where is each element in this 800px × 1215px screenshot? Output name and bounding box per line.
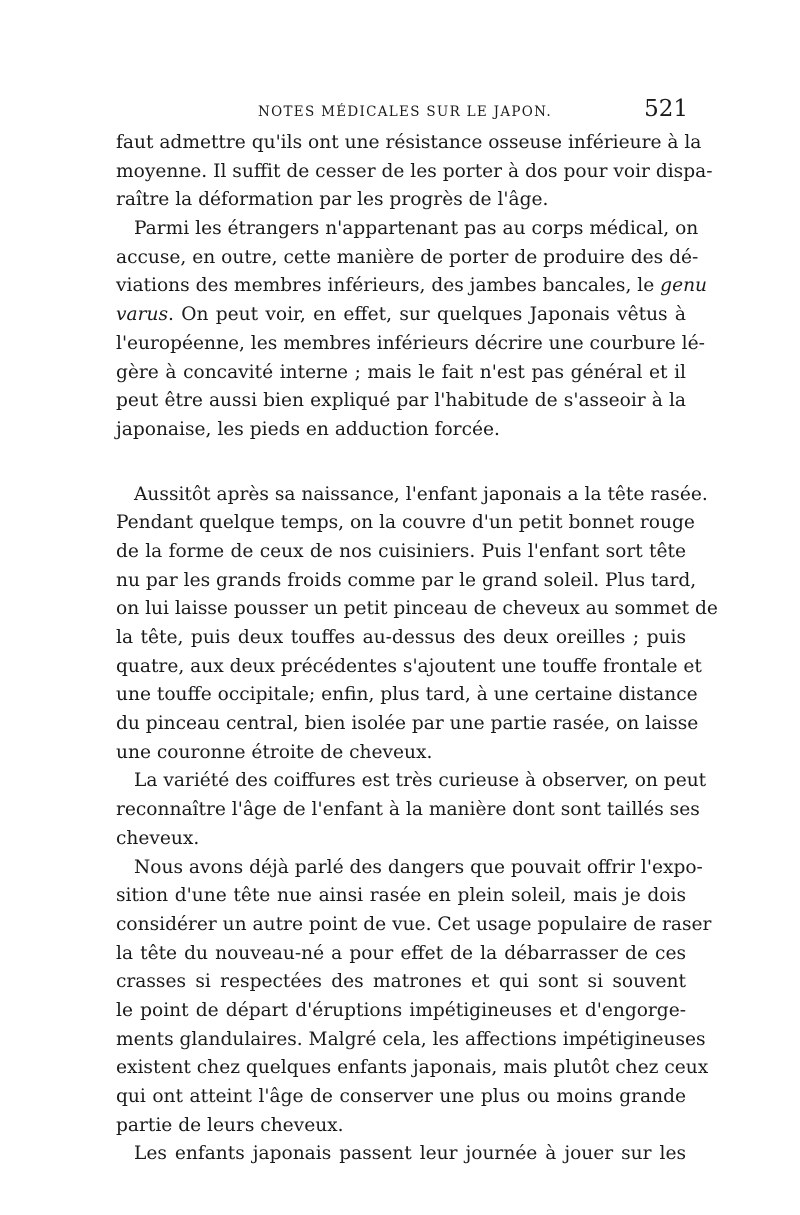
text-line: partie de leurs cheveux. xyxy=(116,1114,344,1136)
text-line: crasses si respectées des matrones et qui sont si souvent xyxy=(116,971,686,993)
running-head xyxy=(116,96,688,126)
body-text xyxy=(116,129,718,1169)
text-segment: viations des membres inférieurs, des jambes bancales, le xyxy=(116,275,655,297)
text-line: Pendant quelque temps, on la couvre d'un petit bonnet rouge xyxy=(116,512,695,534)
text-line: ments glandulaires. Malgré cela, les affections impétigineuses xyxy=(116,1028,706,1050)
italic-term: genu xyxy=(660,275,708,297)
text-line: l'européenne, les membres inférieurs décrire une courbure lé- xyxy=(116,332,705,354)
text-line: quatre, aux deux précédentes s'ajoutent une touffe frontale et xyxy=(116,655,702,677)
text-line: La variété des coiffures est très curieuse à observer, on peut xyxy=(134,770,707,792)
text-line: nu par les grands froids comme par le grand soleil. Plus tard, xyxy=(116,569,697,591)
text-line: le point de départ d'éruptions impétigineuses et d'engorge- xyxy=(116,999,686,1021)
text-line: Parmi les étrangers n'appartenant pas au corps médical, on xyxy=(134,218,699,240)
text-line-with-italic xyxy=(116,301,686,330)
text-line: Aussitôt après sa naissance, l'enfant japonais a la tête rasée. xyxy=(134,483,708,505)
text-line: la tête, puis deux touffes au-dessus des deux oreilles ; puis xyxy=(116,627,686,648)
text-line: raître la déformation par les progrès de l'âge. xyxy=(116,189,549,211)
text-line: accuse, en outre, cette manière de porter de produire des dé- xyxy=(116,246,699,268)
text-line-with-italic xyxy=(116,272,708,301)
text-line: considérer un autre point de vue. Cet usage populaire de raser xyxy=(116,913,712,935)
text-line: Nous avons déjà parlé des dangers que pouvait offrir l'expo- xyxy=(134,856,703,878)
text-line: moyenne. Il suffit de cesser de les porter à dos pour voir dispa- xyxy=(116,160,713,182)
section-gap xyxy=(116,445,686,481)
text-line: japonaise, les pieds en adduction forcée. xyxy=(116,418,500,440)
text-line: une couronne étroite de cheveux. xyxy=(116,741,433,763)
text-line: la tête du nouveau-né a pour effet de la débarrasser de ces xyxy=(116,942,686,964)
text-segment: . On peut voir, en effet, sur quelques Japonais vêtus à xyxy=(168,304,686,326)
italic-term: varus xyxy=(116,304,168,326)
text-line: Les enfants japonais passent leur journée à jouer sur les xyxy=(134,1143,686,1165)
text-line: existent chez quelques enfants japonais, mais plutôt chez ceux xyxy=(116,1057,709,1079)
text-line: gère à concavité interne ; mais le fait n'est pas général et il xyxy=(116,361,686,383)
text-line: reconnaître l'âge de l'enfant à la manière dont sont taillés ses xyxy=(116,799,700,821)
text-line: qui ont atteint l'âge de conserver une plus ou moins grande xyxy=(116,1086,686,1107)
text-line: sition d'une tête nue ainsi rasée en plein soleil, mais je dois xyxy=(116,885,686,907)
page-number: 521 xyxy=(644,96,688,122)
text-line: faut admettre qu'ils ont une résistance osseuse inférieure à la xyxy=(116,132,702,153)
text-line: cheveux. xyxy=(116,827,200,849)
text-line: du pinceau central, bien isolée par une partie rasée, on laisse xyxy=(116,713,699,735)
text-line: on lui laisse pousser un petit pinceau de cheveux au sommet de xyxy=(116,598,718,620)
text-line: de la forme de ceux de nos cuisiniers. Puis l'enfant sort tête xyxy=(116,540,686,562)
running-title: NOTES MÉDICALES SUR LE JAPON. xyxy=(258,104,552,120)
text-line: une touffe occipitale; enfin, plus tard, à une certaine distance xyxy=(116,684,698,706)
text-line: peut être aussi bien expliqué par l'habitude de s'asseoir à la xyxy=(116,390,686,412)
